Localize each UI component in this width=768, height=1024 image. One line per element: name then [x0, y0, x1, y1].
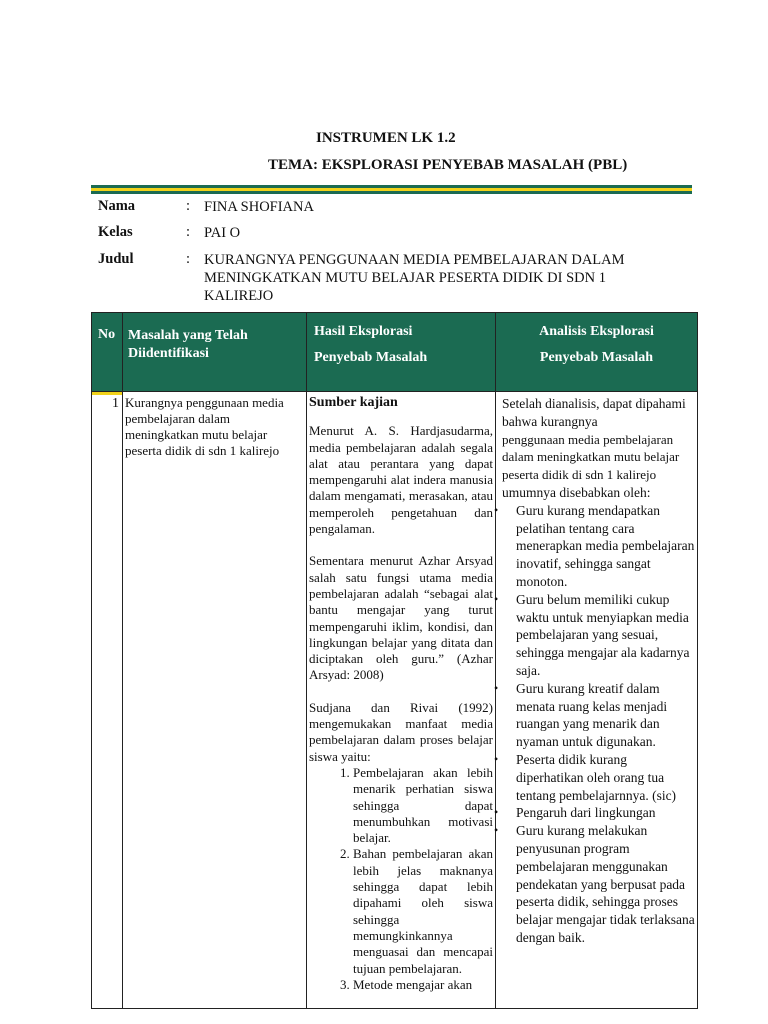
bullet-icon: • — [494, 805, 499, 820]
hasil-paragraph-3: Sudjana dan Rivai (1992) mengemukakan manfaat media pembelajaran dalam proses belajar siswa yaitu: — [309, 699, 493, 764]
judul-line: MENINGKATKAN MUTU BELAJAR PESERTA DIDIK DI SDN 1 — [204, 270, 606, 286]
nama-value: FINA SHOFIANA — [204, 199, 314, 215]
hasil-paragraph-2: Sementara menurut Azhar Arsyad salah satu fungsi utama media pembelajaran adalah “sebagai alat bantu mengajar yang turut mempengaruhi iklim, kondisi, dan lingkungan belajar yang ditata dan diciptakan oleh guru.” (Azhar Arsyad: 2008) — [309, 553, 493, 683]
doc-title: INSTRUMEN LK 1.2 — [316, 130, 456, 146]
nama-colon: : — [186, 198, 191, 214]
list-item: 2. Bahan pembelajaran akan lebih jelas maknanya sehingga dapat lebih dipahami oleh siswa sehingga memungkinkannya menguasai dan mencapai tujuan pembelajaran. — [353, 846, 493, 976]
cause-list — [494, 502, 697, 947]
masalah-cell: Kurangnya penggunaan media pembelajaran dalam meningkatkan mutu belajar peserta didik di sdn 1 kalirejo — [123, 392, 307, 1009]
bullet-icon: • — [494, 823, 499, 838]
header-no: No — [92, 313, 123, 392]
bullet-icon: • — [494, 751, 499, 766]
hasil-paragraph-1: Menurut A. S. Hardjasudarma, media pembelajaran adalah segala alat atau perantara yang dapat mempengaruhi alat indera manusia dalam mengamati, merasakan, atau memperoleh pengetahuan dan pengalaman. — [309, 423, 493, 537]
judul-line: KURANGNYA PENGGUNAAN MEDIA PEMBELAJARAN DALAM — [204, 252, 625, 268]
kelas-colon: : — [186, 224, 191, 240]
header-masalah: Masalah yang Telah Diidentifikasi — [123, 313, 307, 392]
bullet-icon: • — [494, 502, 499, 517]
exploration-table — [91, 312, 698, 1009]
analisis-intro-2: penggunaan media pembelajaran dalam meningkatkan mutu belajar peserta didik di sdn 1 kalirejo — [502, 431, 680, 483]
table-row — [92, 392, 698, 1009]
table-header-row — [92, 313, 698, 392]
list-item: • Guru kurang mendapatkan pelatihan tentang cara menerapkan media pembelajaran inovatif, sehingga sangat monoton. — [494, 502, 695, 589]
bullet-icon: • — [494, 680, 499, 695]
row-number: 1 — [112, 396, 119, 411]
header-hasil-line2: Penyebab Masalah — [314, 350, 428, 365]
hasil-cell — [307, 392, 499, 1009]
analisis-intro-3: umumnya disebabkan oleh: — [502, 484, 651, 500]
list-item: • Pengaruh dari lingkungan — [494, 805, 656, 821]
list-item: • Guru belum memiliki cukup waktu untuk menyiapkan media pembelajaran yang sesuai, sehingga mengajar ala kadarnya saja. — [494, 591, 690, 678]
analisis-intro-1: Setelah dianalisis, dapat dipahami bahwa kurangnya — [502, 396, 686, 429]
hasil-heading: Sumber kajian — [309, 395, 398, 410]
header-analisis-line2: Penyebab Masalah — [539, 350, 654, 365]
judul-line: KALIREJO — [204, 288, 274, 304]
green-band-bottom — [91, 191, 692, 194]
doc-subtitle: TEMA: EKSPLORASI PENYEBAB MASALAH (PBL) — [268, 157, 628, 173]
row-number-cell — [92, 392, 123, 1009]
kelas-label: Kelas — [98, 224, 133, 240]
kelas-value: PAI O — [204, 225, 241, 241]
analisis-cell — [496, 392, 698, 1009]
manfaat-list — [309, 765, 493, 993]
header-analisis — [496, 313, 698, 392]
nama-label: Nama — [98, 198, 136, 214]
list-item: • Guru kurang melakukan penyusunan program pembelajaran menggunakan pendekatan yang berpusat pada peserta didik, sehingga proses belajar mengajar tidak terlaksana dengan baik. — [494, 823, 695, 945]
list-item: • Peserta didik kurang diperhatikan oleh orang tua tentang pembelajarnnya. (sic) — [494, 751, 677, 803]
judul-colon: : — [186, 251, 191, 267]
list-item: 1. Pembelajaran akan lebih menarik perhatian siswa sehingga dapat menumbuhkan motivasi belajar. — [353, 765, 493, 846]
list-item: 3. Metode mengajar akan — [353, 977, 493, 993]
judul-label: Judul — [98, 251, 134, 267]
header-analisis-line1: Analisis Eksplorasi — [539, 324, 654, 339]
yellow-marker — [92, 392, 122, 395]
header-hasil — [307, 313, 496, 392]
bullet-icon: • — [494, 591, 499, 606]
list-item: • Guru kurang kreatif dalam menata ruang kelas menjadi ruangan yang menarik dan nyaman untuk digunakan. — [494, 680, 668, 750]
header-hasil-line1: Hasil Eksplorasi — [314, 324, 413, 339]
judul-value — [204, 251, 684, 305]
